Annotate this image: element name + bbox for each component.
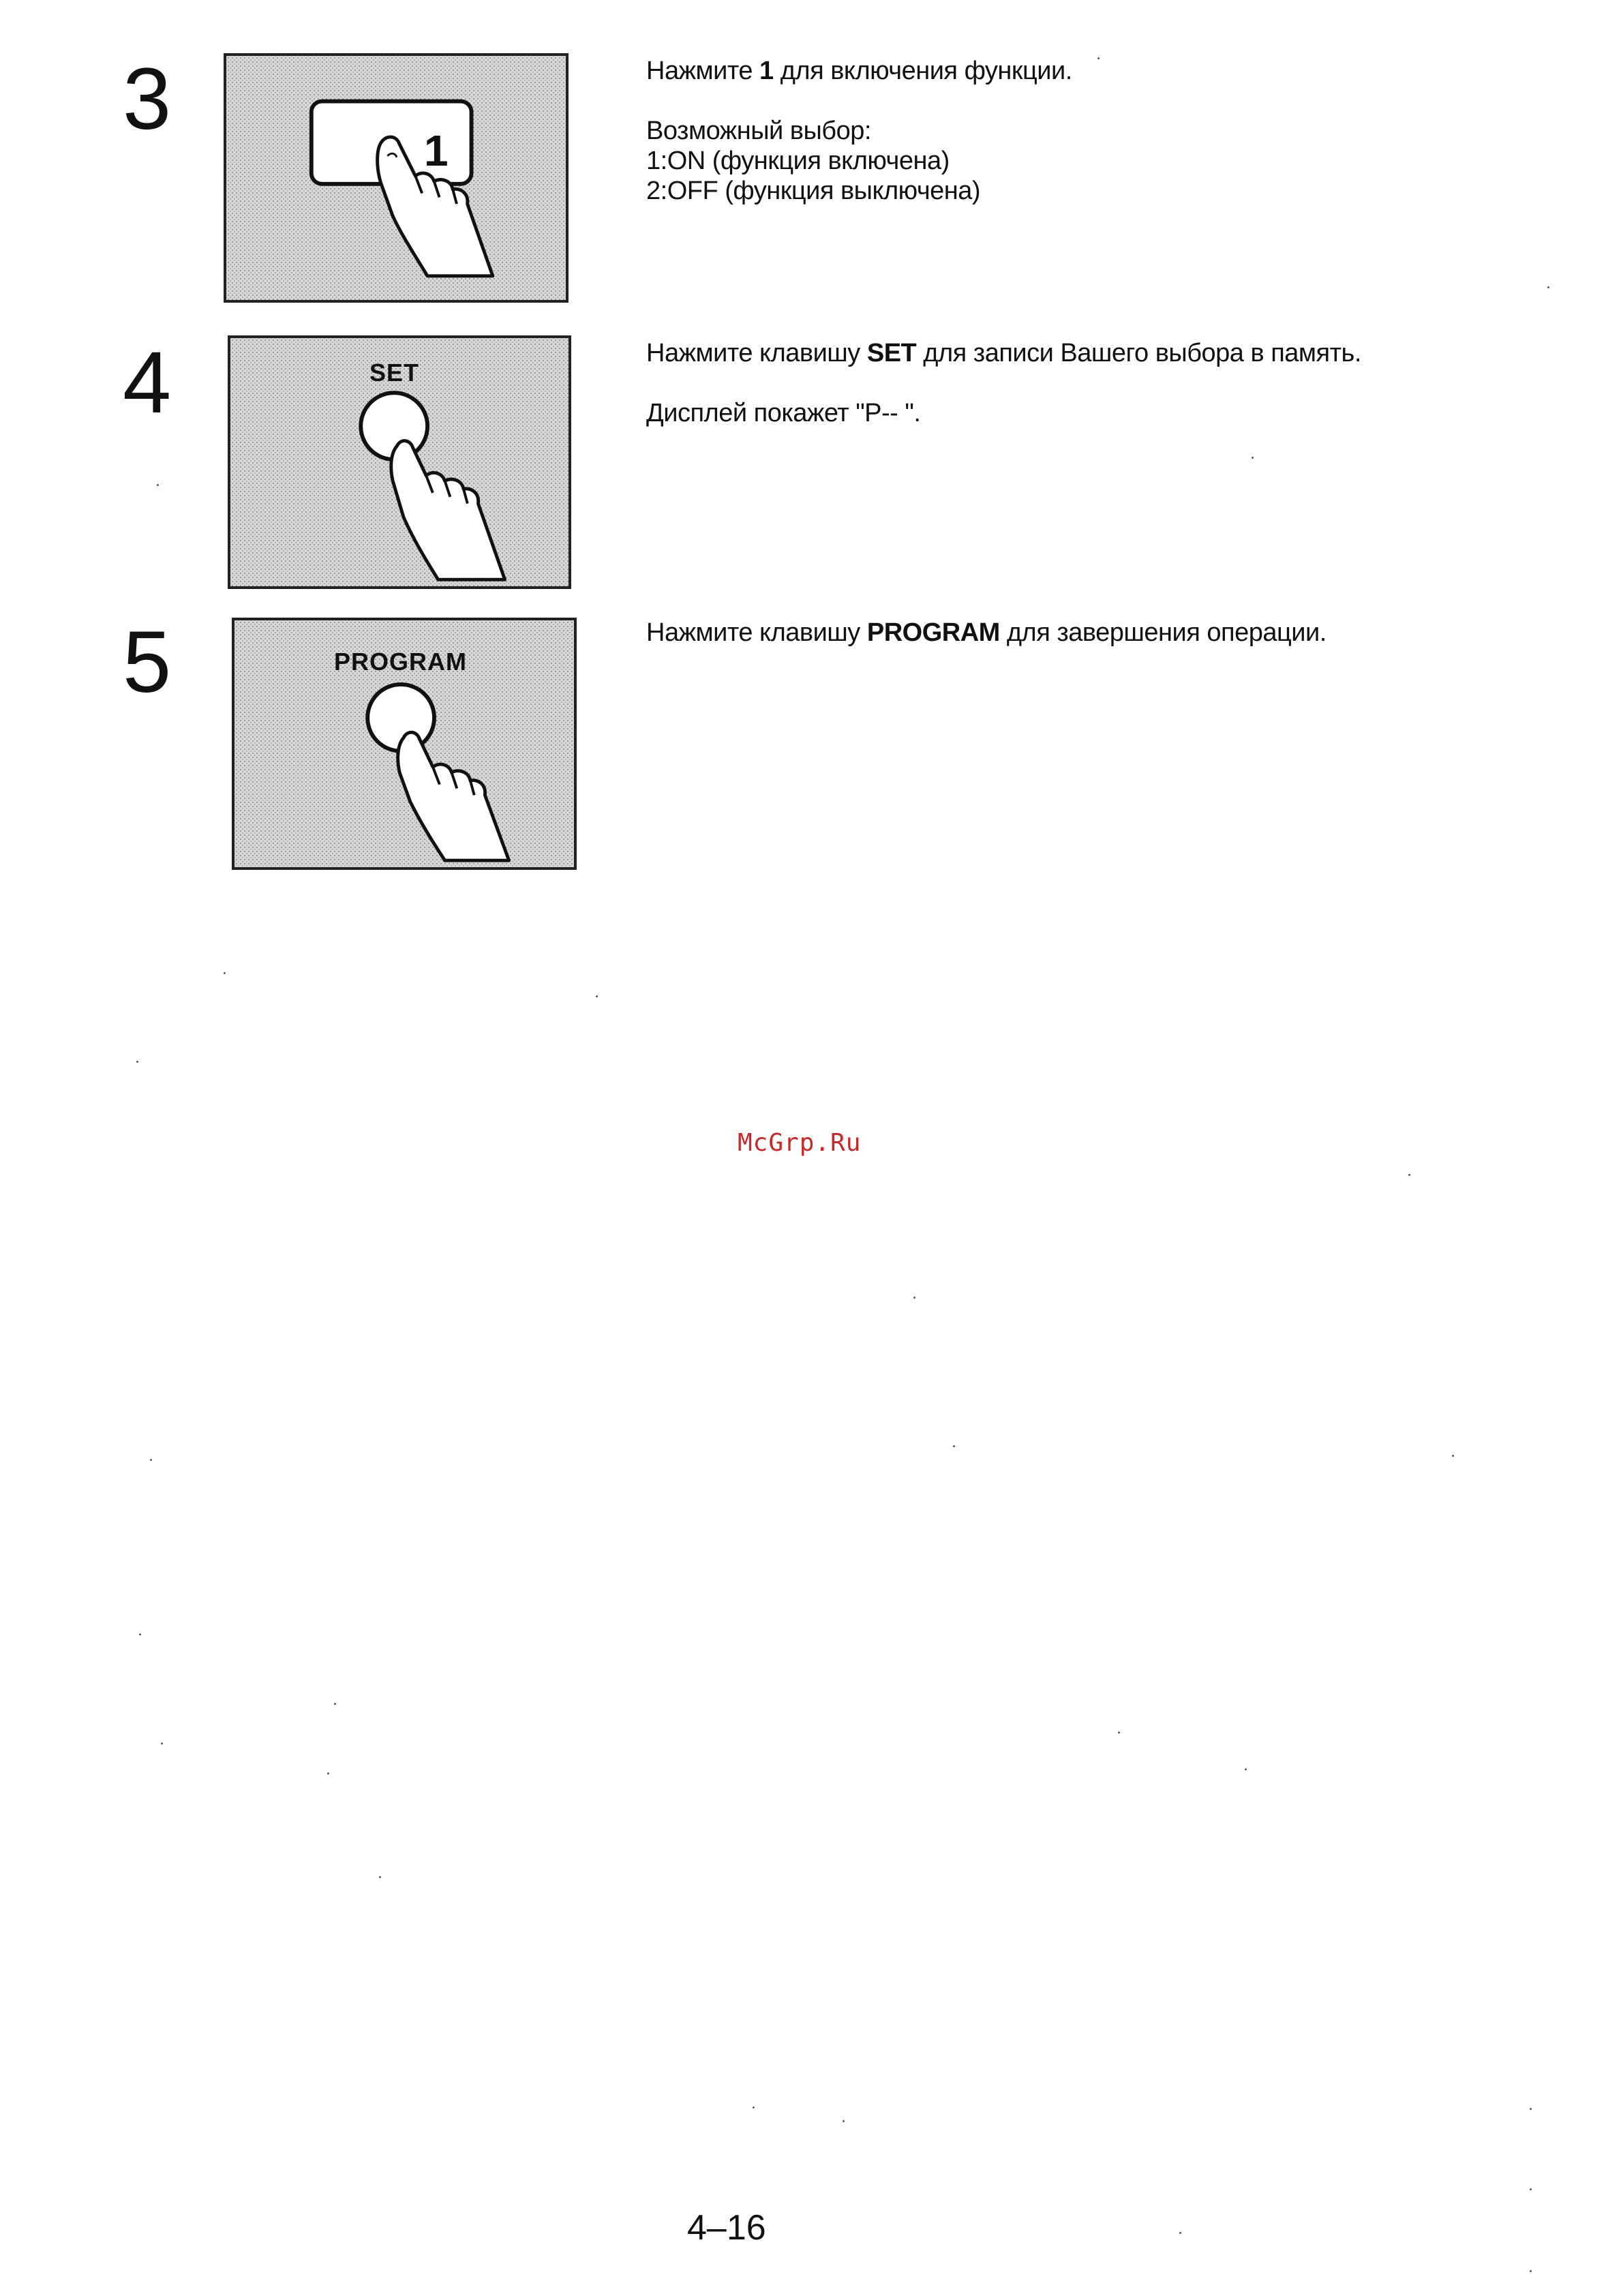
- step-number-5: 5: [123, 614, 172, 711]
- step-5-line-1: Нажмите клавишу PROGRAM для завершения операции.: [646, 618, 1327, 647]
- step-3-line-1: Нажмите 1 для включения функции.: [646, 57, 1072, 85]
- scan-speck: [139, 1633, 141, 1635]
- watermark: McGrp.Ru: [738, 1129, 862, 1157]
- scan-speck: [953, 1445, 955, 1447]
- scan-speck: [1097, 57, 1100, 59]
- step-number-3: 3: [123, 50, 172, 148]
- scan-speck: [1252, 457, 1254, 459]
- rectangular-key-icon: [226, 56, 566, 300]
- scan-speck: [753, 2106, 755, 2109]
- page-number: 4–16: [687, 2208, 766, 2248]
- step-number-4: 4: [123, 334, 172, 432]
- scan-speck: [157, 484, 159, 486]
- key-label-1: 1: [424, 126, 449, 175]
- key-label-set: SET: [369, 359, 420, 387]
- pointing-hand-icon: [398, 732, 509, 860]
- step-4-line-1: Нажмите клавишу SET для записи Вашего выбора в память.: [646, 339, 1361, 367]
- step-4-instructions: [646, 338, 1361, 428]
- scan-speck: [1452, 1455, 1454, 1457]
- scan-speck: [334, 1703, 336, 1705]
- step-3-instructions: [646, 56, 1072, 206]
- scan-speck: [327, 1772, 329, 1774]
- scan-speck: [1408, 1174, 1410, 1176]
- scan-speck: [150, 1459, 152, 1461]
- key-label-program: PROGRAM: [334, 648, 467, 676]
- scan-speck: [1179, 2232, 1181, 2234]
- scan-speck: [224, 972, 226, 974]
- scan-speck: [843, 2120, 845, 2122]
- scan-speck: [913, 1297, 915, 1299]
- step-4-illustration: [228, 335, 571, 589]
- step-4-line-2: Дисплей покажет "P-- ".: [646, 399, 921, 427]
- scan-speck: [1530, 2108, 1532, 2110]
- scan-speck: [1530, 2188, 1532, 2190]
- step-3-line-3: 1:ON (функция включена): [646, 147, 950, 175]
- step-3-line-2: Возможный выбор:: [646, 117, 871, 145]
- step-3-illustration: [224, 53, 569, 303]
- step-3-line-4: 2:OFF (функция выключена): [646, 177, 981, 205]
- scan-speck: [1118, 1732, 1120, 1734]
- pointing-hand-icon: [391, 441, 505, 580]
- scan-speck: [136, 1061, 138, 1063]
- step-5-illustration: [232, 618, 577, 870]
- scan-speck: [1530, 2270, 1532, 2272]
- scan-speck: [161, 1742, 163, 1744]
- scan-speck: [379, 1876, 381, 1878]
- scan-speck: [1245, 1768, 1247, 1770]
- scan-speck: [596, 995, 598, 997]
- step-5-instructions: [646, 618, 1327, 648]
- scan-speck: [1547, 286, 1549, 288]
